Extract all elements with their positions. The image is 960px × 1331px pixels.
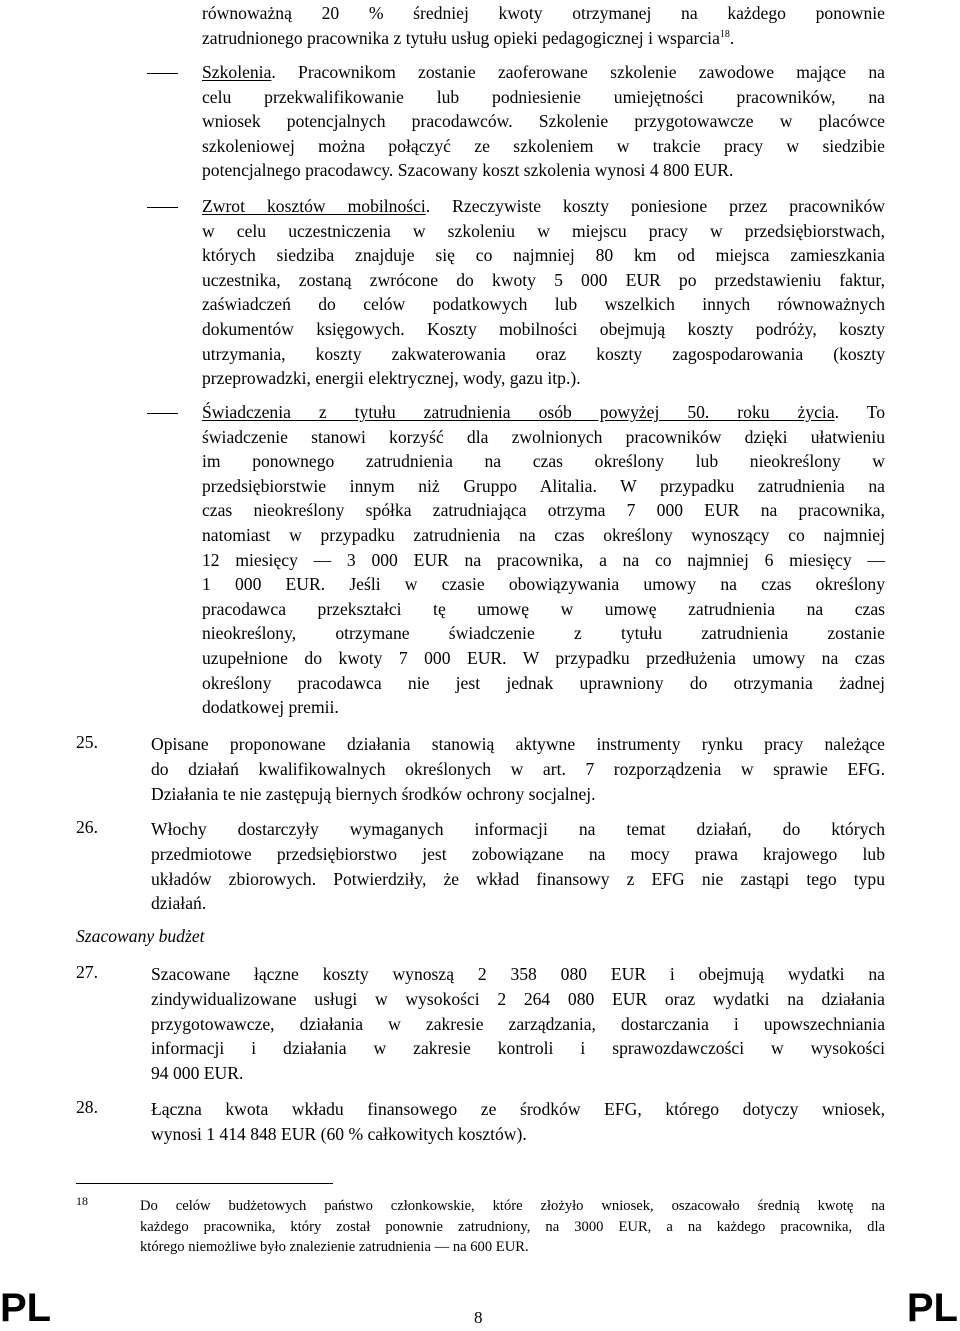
paragraph-number: 25. (76, 732, 98, 752)
paragraph-line: wniosek potencjalnych pracodawców. Szkolenie przygotowawcze w placówce (202, 111, 885, 131)
paragraph-line: przygotowawcze, działania w zakresie zarządzania, dostarczania i upowszechniania (151, 1013, 885, 1034)
bullet-title: Zwrot kosztów mobilności (202, 196, 426, 216)
bullet-item-mobility (202, 194, 885, 391)
footnote-mark: 18 (76, 1194, 88, 1208)
paragraph-line: im ponownego zatrudnienia na czas określony lub nieokreślony w (202, 451, 885, 472)
paragraph-line: układów zbiorowych. Potwierdziły, że wkład finansowy z EFG nie zastąpi tego typu (151, 868, 885, 889)
paragraph-line: uczestnika, zostaną zwrócone do kwoty 5 000 EUR po przedstawieniu faktur, (202, 269, 885, 290)
paragraph-line: potencjalnego pracodawcy. Szacowany koszt szkolenia wynosi 4 800 EUR. (202, 160, 734, 180)
paragraph-line: do działań kwalifikowalnych określonych w art. 7 rozporządzenia w sprawie EFG. (151, 758, 885, 779)
continuation-paragraph (202, 1, 885, 50)
paragraph-line: Szacowane łączne koszty wynoszą 2 358 080 EUR i obejmują wydatki na (151, 964, 885, 984)
section-heading: Szacowany budżet (76, 926, 205, 946)
paragraph-line: informacji i działania w zakresie kontroli i sprawozdawczości w wysokości (151, 1038, 885, 1059)
numbered-paragraph-26 (151, 817, 885, 916)
bullet-dash (147, 413, 178, 414)
numbered-paragraph-27 (151, 962, 885, 1086)
footnote-reference[interactable]: 18 (719, 28, 730, 40)
bullet-title: Świadczenia z tytułu zatrudnienia osób powyżej 50. roku życia (202, 402, 835, 422)
paragraph-line: przedsiębiorstwie innym niż Gruppo Alitalia. W przypadku zatrudnienia na (202, 475, 885, 496)
footnote-line: Do celów budżetowych państwo członkowskie, które złożyło wniosek, oszacowało średnią kwotę na (140, 1198, 885, 1214)
paragraph-line: przedmiotowe przedsiębiorstwo jest zobowiązane na mocy prawa krajowego lub (151, 843, 885, 864)
paragraph-line (202, 194, 885, 219)
paragraph-line: 12 miesięcy — 3 000 EUR na pracownika, a na co najmniej 6 miesięcy — (202, 549, 885, 570)
paragraph-line: 1 000 EUR. Jeśli w czasie obowiązywania umowy na czas określony (202, 574, 885, 595)
footnote-line: którego niemożliwe było znalezienie zatrudnienia — na 600 EUR. (140, 1239, 529, 1255)
paragraph-line: nieokreślony, otrzymane świadczenie z tytułu zatrudnienia zostanie (202, 623, 885, 644)
footer-language-right: PL (906, 1286, 958, 1330)
paragraph-line (202, 26, 885, 51)
paragraph-line: równoważną 20 % średniej kwoty otrzymanej na każdego ponownie (202, 3, 885, 23)
paragraph-text: . (729, 27, 735, 48)
numbered-paragraph-28 (151, 1097, 885, 1147)
paragraph-line (202, 400, 885, 425)
bullet-dash (147, 207, 178, 208)
bullet-item-employment-benefits (202, 400, 885, 720)
paragraph-line (202, 60, 885, 85)
paragraph-number: 28. (76, 1097, 98, 1117)
paragraph-number: 26. (76, 817, 98, 837)
paragraph-text: . Pracownikom zostanie zaoferowane szkolenie zawodowe mające na (271, 62, 885, 82)
numbered-paragraph-25 (151, 732, 885, 806)
paragraph-line: przeprowadzki, energii elektrycznej, wody, gazu itp.). (202, 368, 581, 389)
paragraph-line: świadczenie stanowi korzyść dla zwolnionych pracowników dzięki ułatwieniu (202, 426, 885, 447)
paragraph-line: Opisane proponowane działania stanowią aktywne instrumenty rynku pracy należące (151, 734, 885, 754)
paragraph-line: Działania te nie zastępują biernych środków ochrony socjalnej. (151, 783, 596, 804)
paragraph-line: których siedziba znajduje się co najmniej 80 km od miejsca zamieszkania (202, 245, 885, 266)
footnote-separator (76, 1183, 333, 1184)
paragraph-line: Łączna kwota wkładu finansowego ze środków EFG, którego dotyczy wniosek, (151, 1099, 885, 1119)
paragraph-line: w celu uczestniczenia w szkoleniu w miejscu pracy w przedsiębiorstwach, (202, 220, 885, 241)
paragraph-text: . Rzeczywiste koszty poniesione przez pracowników (425, 196, 885, 216)
paragraph-line: celu przekwalifikowanie lub podniesienie umiejętności pracowników, na (202, 86, 885, 107)
paragraph-line: określony pracodawca nie jest jednak uprawniony do otrzymania żadnej (202, 672, 885, 693)
paragraph-text: . To (834, 402, 885, 422)
paragraph-line: szkoleniowej można połączyć ze szkoleniem w trakcie pracy w siedzibie (202, 135, 885, 156)
bullet-dash (147, 73, 178, 74)
paragraph-line: pracodawca przekształci tę umowę w umowę zatrudnienia na czas (202, 598, 885, 619)
page-number: 8 (474, 1308, 483, 1327)
bullet-title: Szkolenia (202, 62, 272, 82)
paragraph-line: natomiast w przypadku zatrudnienia na czas określony wynoszący co najmniej (202, 524, 885, 545)
paragraph-line: wynosi 1 414 848 EUR (60 % całkowitych kosztów). (151, 1123, 527, 1144)
footnote-text (140, 1196, 885, 1258)
footnote-line: każdego pracownika, który został ponownie zatrudniony, na 3000 EUR, a na każdego pracownika, dla (140, 1218, 885, 1235)
paragraph-line: Włochy dostarczyły wymaganych informacji na temat działań, do których (151, 819, 885, 839)
paragraph-line: zaświadczeń do celów podatkowych lub wszelkich innych równoważnych (202, 294, 885, 315)
paragraph-text: zatrudnionego pracownika z tytułu usług opieki pedagogicznej i wsparcia (202, 27, 720, 48)
paragraph-line: zindywidualizowane usługi w wysokości 2 264 080 EUR oraz wydatki na działania (151, 988, 885, 1009)
paragraph-number: 27. (76, 962, 98, 982)
paragraph-line: 94 000 EUR. (151, 1063, 244, 1084)
footer-language-left: PL (0, 1286, 52, 1330)
bullet-item-training (202, 60, 885, 183)
paragraph-line: dodatkowej premii. (202, 697, 339, 718)
paragraph-line: działań. (151, 893, 207, 914)
paragraph-line: dokumentów księgowych. Koszty mobilności obejmują koszty podróży, koszty (202, 318, 885, 339)
paragraph-line: czas nieokreślony spółka zatrudniająca otrzyma 7 000 EUR na pracownika, (202, 500, 885, 521)
paragraph-line: uzupełnione do kwoty 7 000 EUR. W przypadku przedłużenia umowy na czas (202, 647, 885, 668)
paragraph-line: utrzymania, koszty zakwaterowania oraz koszty zagospodarowania (koszty (202, 343, 885, 364)
